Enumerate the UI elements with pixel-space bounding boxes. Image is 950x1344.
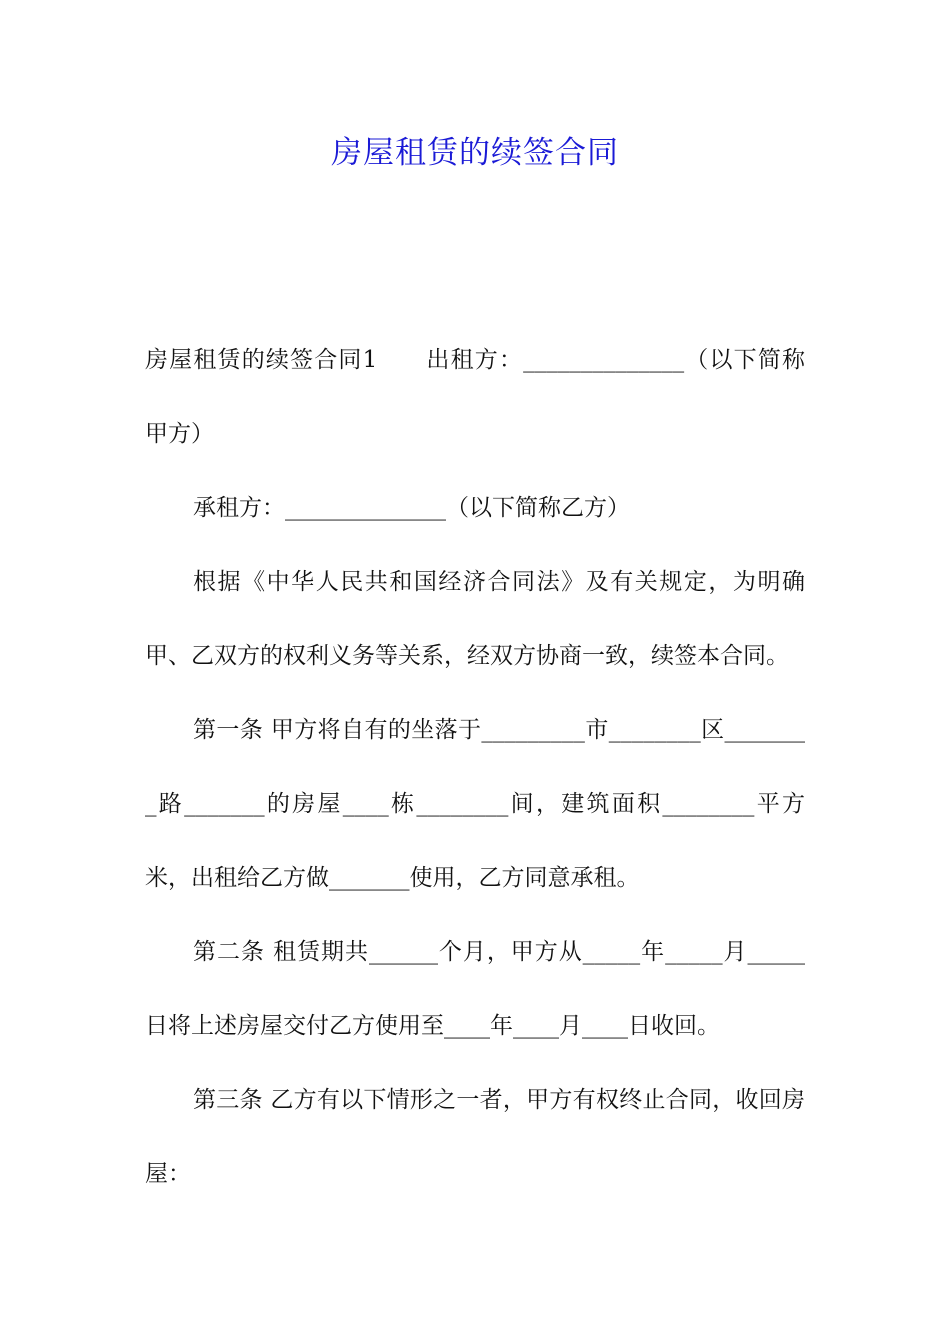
lessee-line: 承租方：______________（以下简称乙方） bbox=[193, 495, 630, 521]
article-1-paragraph: 第一条 甲方将自有的坐落于_________市________区________路_______的房屋____栋________间，建筑面积________平方米，出租给乙方做_______使用，乙方同意承租。 bbox=[145, 717, 805, 891]
contract-subtitle: 房屋租赁的续签合同1 bbox=[145, 347, 378, 373]
preamble-paragraph: 根据《中华人民共和国经济合同法》及有关规定，为明确甲、乙双方的权利义务等关系，经双方协商一致，续签本合同。 bbox=[145, 569, 805, 669]
article-3-paragraph: 第三条 乙方有以下情形之一者，甲方有权终止合同，收回房屋： bbox=[145, 1087, 805, 1187]
lessor-line: 出租方：______________（以下简称甲方） bbox=[145, 347, 806, 447]
article-2-paragraph: 第二条 租赁期共______个月，甲方从_____年_____月_____日将上述房屋交付乙方使用至____年____月____日收回。 bbox=[145, 939, 805, 1039]
document-body bbox=[145, 323, 805, 1211]
document-title: 房屋租赁的续签合同 bbox=[331, 135, 619, 171]
paragraph-heading-lessor bbox=[145, 323, 805, 471]
